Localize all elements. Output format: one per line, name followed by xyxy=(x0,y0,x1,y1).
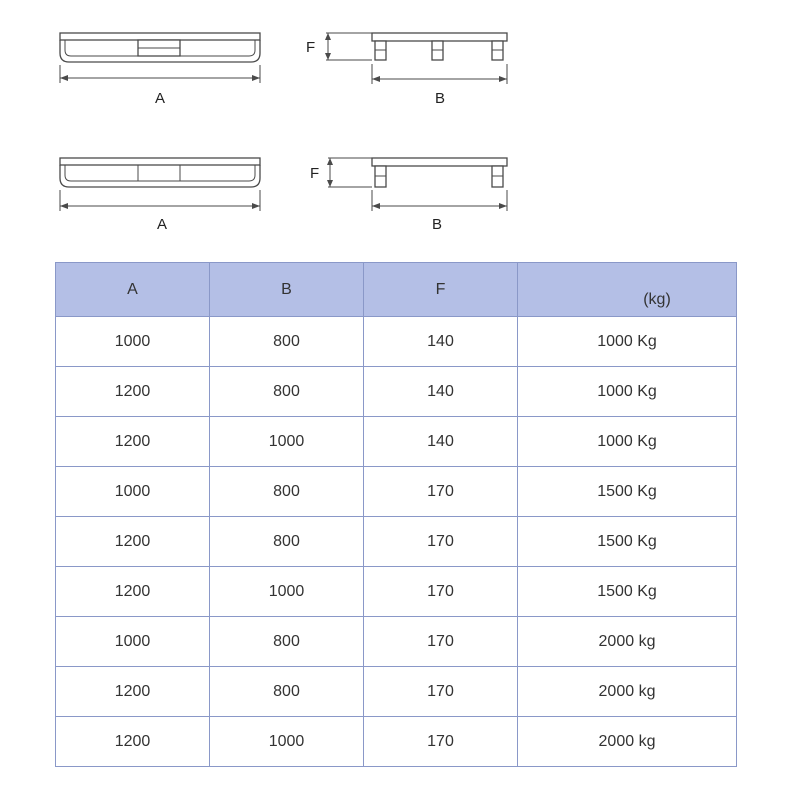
table-row xyxy=(56,367,737,417)
cell-a: 1200 xyxy=(56,367,210,417)
header-unit-label: (kg) xyxy=(643,290,671,308)
cell-f: 170 xyxy=(364,567,518,617)
cell-b: 800 xyxy=(210,317,364,367)
dimension-f-label: F xyxy=(310,165,320,182)
cell-a: 1200 xyxy=(56,517,210,567)
cell-a: 1200 xyxy=(56,717,210,767)
cell-f: 140 xyxy=(364,317,518,367)
table-row xyxy=(56,567,737,617)
cell-a: 1200 xyxy=(56,567,210,617)
cell-b: 1000 xyxy=(210,417,364,467)
table-row xyxy=(56,617,737,667)
dimension-f-label: F xyxy=(306,39,316,56)
cell-a: 1200 xyxy=(56,417,210,467)
cell-b: 800 xyxy=(210,667,364,717)
cell-load: 1000 Kg xyxy=(518,417,737,467)
table-row xyxy=(56,517,737,567)
cell-a: 1000 xyxy=(56,617,210,667)
cell-load: 2000 kg xyxy=(518,717,737,767)
cell-b: 1000 xyxy=(210,717,364,767)
cell-b: 800 xyxy=(210,617,364,667)
cell-f: 170 xyxy=(364,617,518,667)
cell-a: 1200 xyxy=(56,667,210,717)
table-header-row xyxy=(56,263,737,317)
cell-f: 170 xyxy=(364,517,518,567)
cell-f: 170 xyxy=(364,467,518,517)
cell-load: 2000 kg xyxy=(518,617,737,667)
table-row xyxy=(56,667,737,717)
pallet-drawings xyxy=(0,0,800,250)
cell-f: 170 xyxy=(364,717,518,767)
header-a: A xyxy=(56,263,210,317)
cell-load: 2000 kg xyxy=(518,667,737,717)
header-load-capacity xyxy=(518,263,737,317)
dimension-b-label: B xyxy=(431,216,443,233)
cell-b: 800 xyxy=(210,467,364,517)
cell-load: 1500 Kg xyxy=(518,567,737,617)
cell-load: 1500 Kg xyxy=(518,467,737,517)
cell-load: 1000 Kg xyxy=(518,317,737,367)
table-row xyxy=(56,717,737,767)
cell-load: 1500 Kg xyxy=(518,517,737,567)
cell-b: 800 xyxy=(210,517,364,567)
cell-load: 1000 Kg xyxy=(518,367,737,417)
cell-a: 1000 xyxy=(56,467,210,517)
cell-a: 1000 xyxy=(56,317,210,367)
dimension-a-label: A xyxy=(156,216,168,233)
cell-b: 1000 xyxy=(210,567,364,617)
pallet-spec-table xyxy=(55,262,737,767)
cell-f: 170 xyxy=(364,667,518,717)
header-b: B xyxy=(210,263,364,317)
cell-f: 140 xyxy=(364,417,518,467)
table-row xyxy=(56,317,737,367)
pallet-side-view-2 xyxy=(310,158,507,233)
pallet-side-view-1 xyxy=(306,33,507,107)
table-row xyxy=(56,417,737,467)
dimension-a-label: A xyxy=(154,90,166,107)
cell-b: 800 xyxy=(210,367,364,417)
cell-f: 140 xyxy=(364,367,518,417)
table-row xyxy=(56,467,737,517)
dimension-b-label: B xyxy=(434,90,446,107)
pallet-top-view-2 xyxy=(60,158,260,233)
header-f: F xyxy=(364,263,518,317)
pallet-top-view-1 xyxy=(60,33,260,107)
